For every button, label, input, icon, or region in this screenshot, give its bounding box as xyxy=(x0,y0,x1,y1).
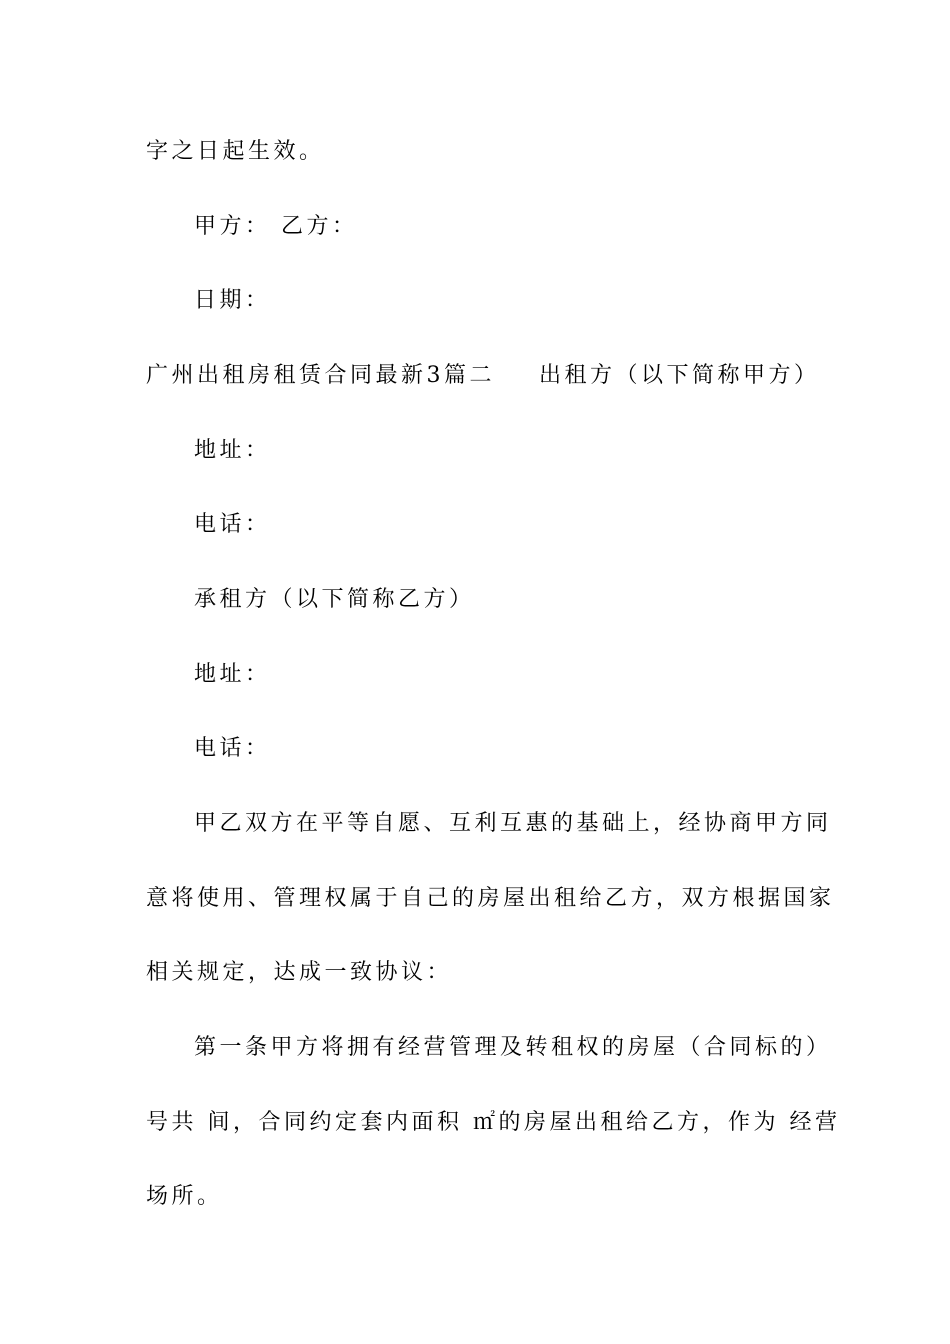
lessee-phone-label: 电话： xyxy=(194,736,271,761)
agreement-paragraph-line-1: 甲乙双方在平等自愿、互利互惠的基础上，经协商甲方同 xyxy=(194,811,832,836)
article-one-line-2: 号共 间，合同约定套内面积 ㎡的房屋出租给乙方，作为 经营 xyxy=(146,1110,841,1135)
date-label: 日期： xyxy=(194,288,271,313)
agreement-paragraph-line-3: 相关规定，达成一致协议： xyxy=(146,960,453,985)
lessee-heading: 承租方（以下简称乙方） xyxy=(194,587,475,612)
agreement-paragraph-line-2: 意将使用、管理权属于自己的房屋出租给乙方，双方根据国家 xyxy=(146,886,835,911)
signature-parties-line: 甲方： 乙方： xyxy=(194,214,358,239)
lessor-heading: 出租方（以下简称甲方） xyxy=(539,363,820,388)
article-one-line-3: 场所。 xyxy=(146,1184,223,1209)
section-heading-line xyxy=(146,361,820,391)
article-one-line-1: 第一条甲方将拥有经营管理及转租权的房屋（合同标的） xyxy=(194,1035,832,1060)
lessor-address-label: 地址： xyxy=(194,438,271,463)
contract-title: 广州出租房租赁合同最新3篇二 xyxy=(146,363,495,388)
text-line-effective: 字之日起生效。 xyxy=(146,139,325,164)
lessor-phone-label: 电话： xyxy=(194,512,271,537)
lessee-address-label: 地址： xyxy=(194,662,271,687)
